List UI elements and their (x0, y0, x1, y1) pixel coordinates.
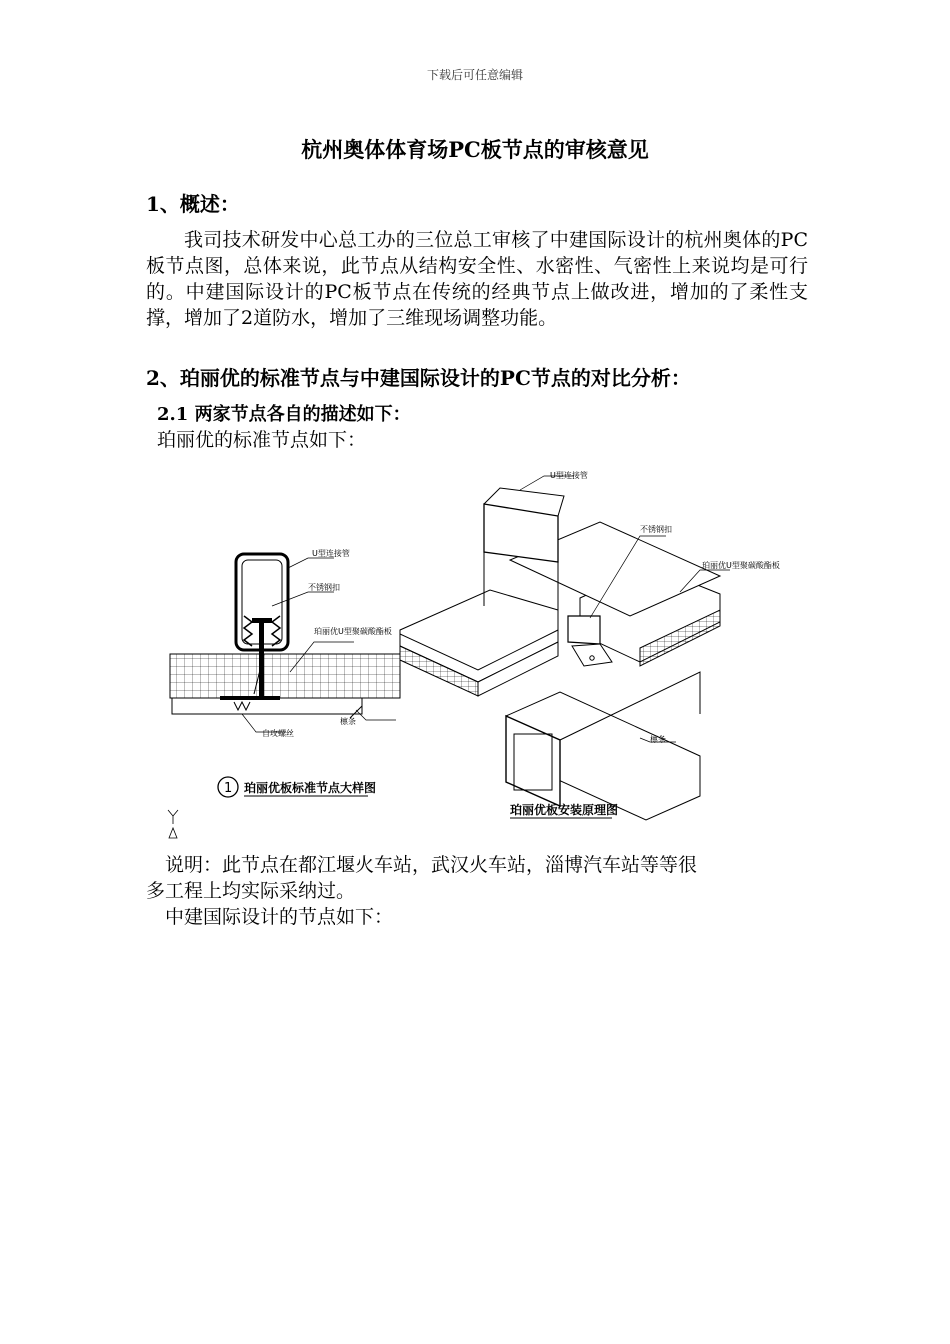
left-figure-caption: 珀丽优板标准节点大样图 (244, 781, 377, 795)
section-2-heading: 2、珀丽优的标准节点与中建国际设计的PC节点的对比分析： (146, 366, 691, 390)
label-purlin-right: 檩条 (650, 735, 666, 744)
label-u-pipe-right: U型连接管 (550, 471, 588, 480)
installation-principle-drawing (400, 470, 780, 820)
note-line-1: 说明：此节点在都江堰火车站，武汉火车站，淄博汽车站等等很 (165, 854, 698, 876)
note-line-2: 多工程上均实际采纳过。 (146, 880, 356, 902)
note-line-3: 中建国际设计的节点如下： (165, 906, 394, 928)
section-1-heading: 1、概述： (146, 192, 240, 216)
document-title: 杭州奥体体育场PC板节点的审核意见 (301, 137, 649, 162)
label-panel-right: 珀丽优U型聚碳酸酯板 (702, 561, 780, 570)
label-clip-left: 不锈钢扣 (308, 583, 340, 592)
detail-number: 1 (224, 781, 233, 796)
section-1-body: 我司技术研发中心总工办的三位总工审核了中建国际设计的杭州奥体的PC板节点图，总体来说，此节点从结构安全性、水密性、气密性上来说均是可行的。中建国际设计的PC板节点在传统的经典节点上做改进，增加的了柔性支撑，增加了2道防水，增加了三维现场调整功能。 (146, 229, 808, 329)
label-clip-right: 不锈钢扣 (640, 525, 672, 534)
intro-text: 珀丽优的标准节点如下： (157, 429, 367, 451)
label-panel-left: 珀丽优U型聚碳酸酯板 (314, 627, 392, 636)
page-header: 下载后可任意编辑 (426, 68, 523, 82)
subsection-2-1-heading: 2.1 两家节点各自的描述如下： (157, 404, 411, 425)
label-purlin-left: 檩条 (340, 717, 356, 726)
label-screw-left: 自攻螺丝 (262, 729, 294, 738)
label-u-pipe-left: U型连接管 (312, 549, 350, 558)
node-figure (160, 466, 780, 846)
right-figure-caption: 珀丽优板安装原理图 (510, 803, 619, 817)
standard-node-detail-drawing (168, 548, 400, 838)
